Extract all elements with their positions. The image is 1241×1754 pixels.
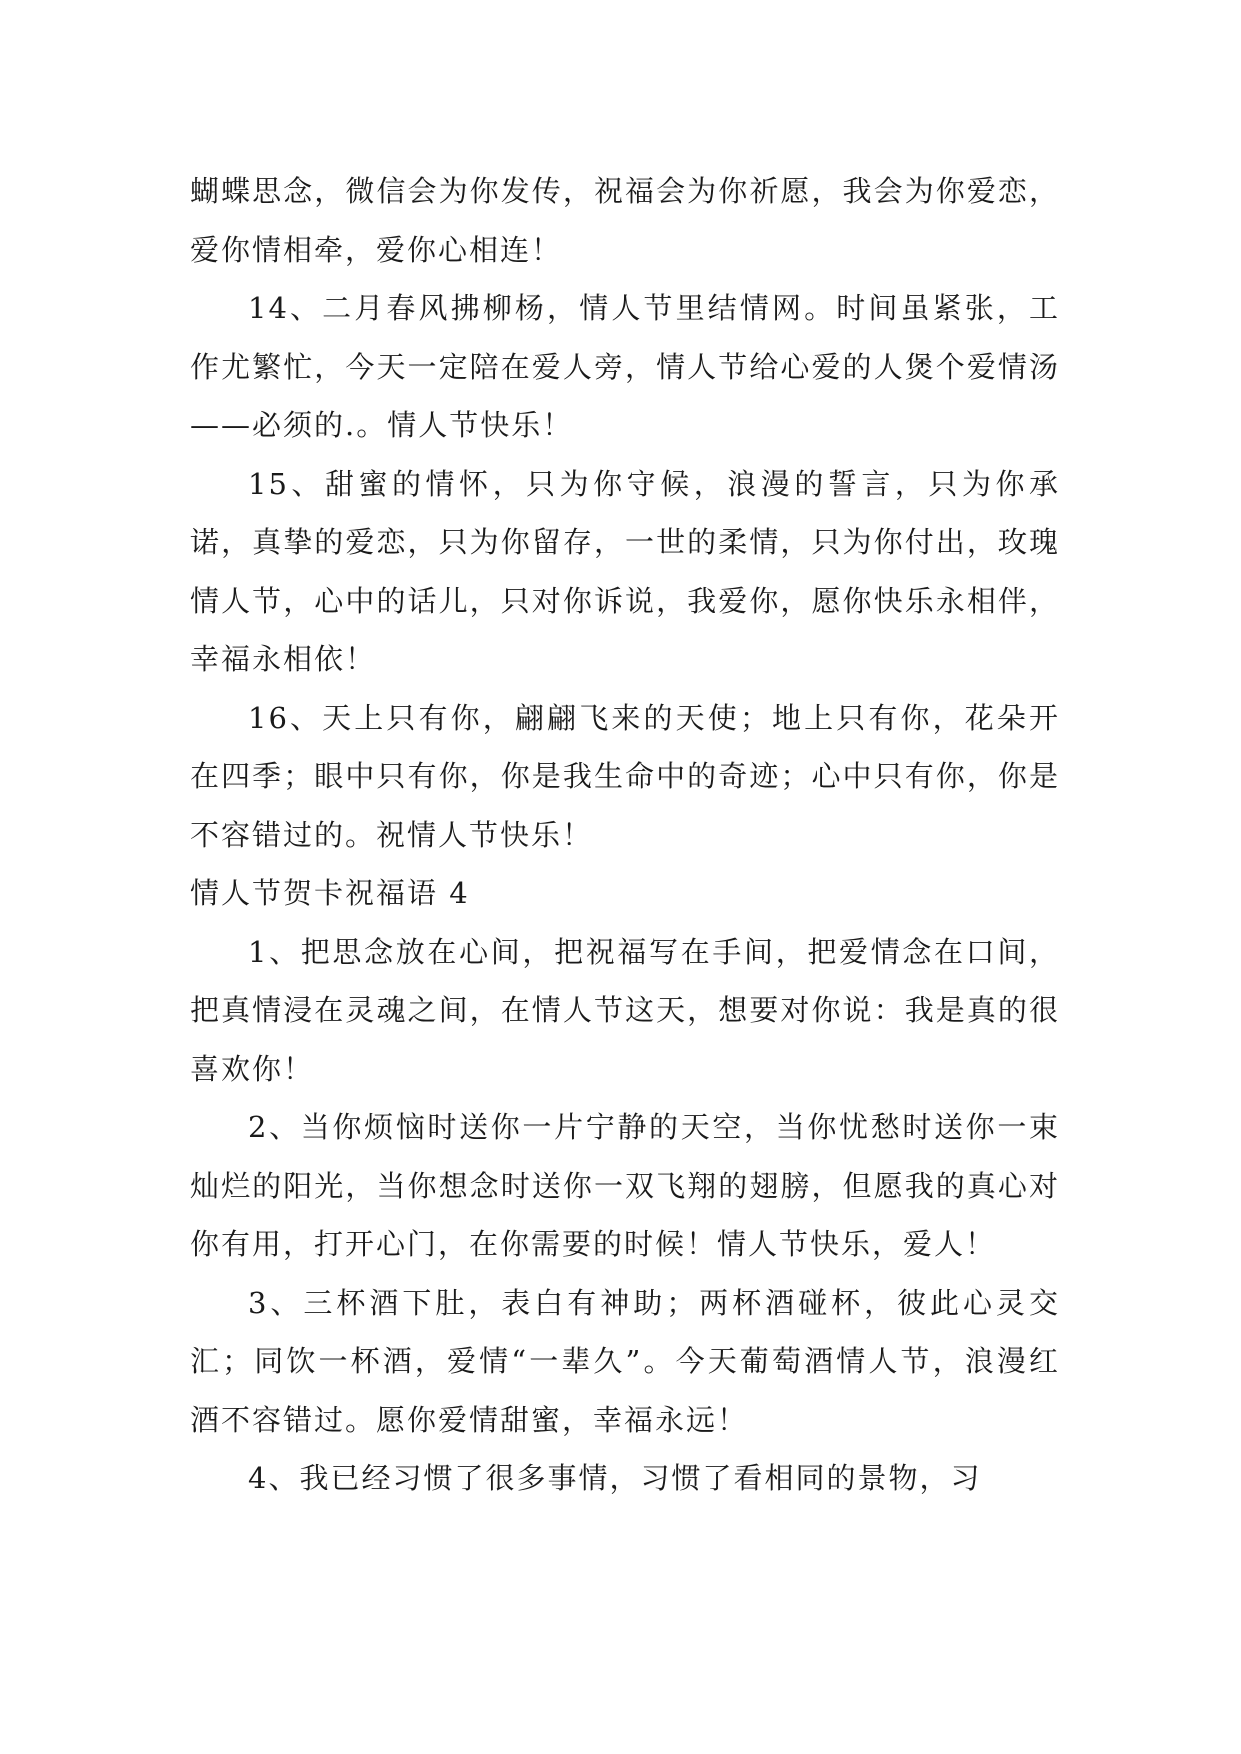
list-item-14: 14、二月春风拂柳杨，情人节里结情网。时间虽紧张，工作尤繁忙，今天一定陪在爱人旁，情人节给心爱的人煲个爱情汤——必须的.。情人节快乐！ (190, 291, 1060, 442)
list-item-4: 4、我已经习惯了很多事情，习惯了看相同的景物，习 (248, 1461, 982, 1495)
list-item-15: 15、甜蜜的情怀，只为你守候，浪漫的誓言，只为你承诺，真挚的爱恋，只为你留存，一世的柔情，只为你付出，玫瑰情人节，心中的话儿，只对你诉说，我爱你，愿你快乐永相伴，幸福永相依！ (190, 466, 1060, 676)
list-item-2: 2、当你烦恼时送你一片宁静的天空，当你忧愁时送你一束灿烂的阳光，当你想念时送你一双飞翔的翅膀，但愿我的真心对你有用，打开心门，在你需要的时候！情人节快乐，爱人！ (190, 1110, 1060, 1261)
section-heading: 情人节贺卡祝福语 4 (190, 876, 470, 910)
list-item-1: 1、把思念放在心间，把祝福写在手间，把爱情念在口间，把真情浸在灵魂之间，在情人节这天，想要对你说：我是真的很喜欢你！ (190, 934, 1060, 1086)
paragraph-continuation: 蝴蝶思念，微信会为你发传，祝福会为你祈愿，我会为你爱恋，爱你情相牵，爱你心相连！ (190, 174, 1060, 267)
list-item-16: 16、天上只有你，翩翩飞来的天使；地上只有你，花朵开在四季；眼中只有你，你是我生命中的奇迹；心中只有你，你是不容错过的。祝情人节快乐！ (190, 700, 1060, 852)
document-body (190, 162, 1060, 1508)
list-item-3: 3、三杯酒下肚，表白有神助；两杯酒碰杯，彼此心灵交汇；同饮一杯酒，爱情“一辈久”。今天葡萄酒情人节，浪漫红酒不容错过。愿你爱情甜蜜，幸福永远！ (190, 1285, 1060, 1437)
